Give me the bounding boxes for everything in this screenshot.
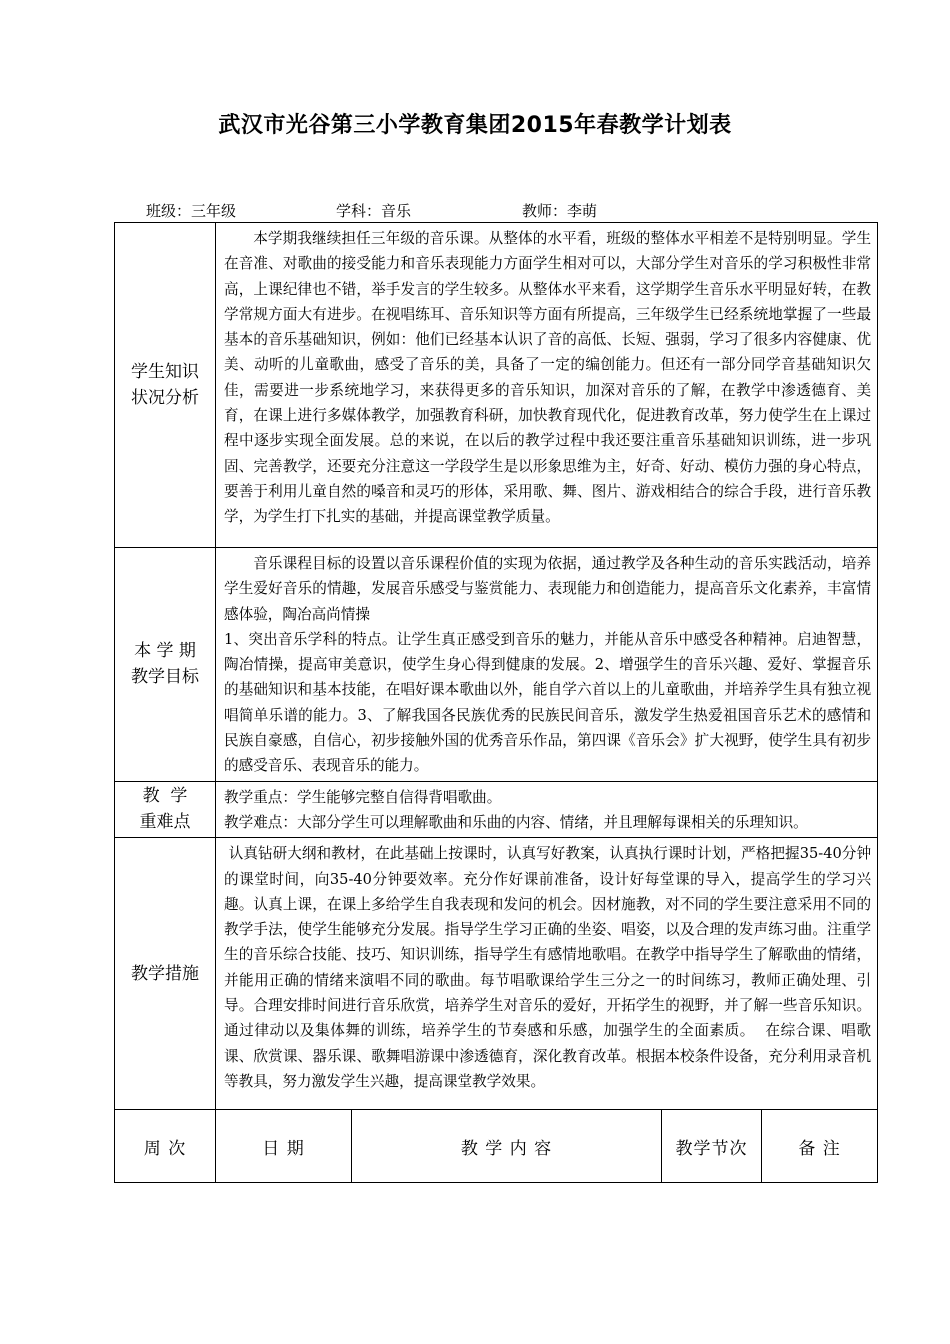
goals-intro: 音乐课程目标的设置以音乐课程价值的实现为依据，通过教学及各种生动的音乐实践活动，培养学生爱好音乐的情趣，发展音乐感受与鉴赏能力、表现能力和创造能力，提高音乐文化素养，丰富情感体验，陶冶高尚情操 (224, 555, 872, 623)
teaching-focus: 教学重点：学生能够完整自信得背唱歌曲。 (224, 788, 502, 806)
teacher-label: 教师：李萌 (522, 202, 598, 220)
goals-items: 1、突出音乐学科的特点。让学生真正感受到音乐的魅力，并能从音乐中感受各种精神。启迪智慧，陶冶情操，提高审美意识，使学生身心得到健康的发展。2、增强学生的音乐兴趣、爱好、掌握音乐的基础知识和基本技能，在唱好课本歌曲以外，能自学六首以上的儿童歌曲，并培养学生具有独立视唱简单乐谱的能力。3、了解我国各民族优秀的民族民间音乐，激发学生热爱祖国音乐艺术的感情和民族自豪感，自信心，初步接触外国的优秀音乐作品，第四课《音乐会》扩大视野，使学生具有初步的感受音乐、表现音乐的能力。 (224, 630, 872, 775)
analysis-label: 学生知识 状况分析 (115, 223, 216, 548)
analysis-text: 本学期我继续担任三年级的音乐课。从整体的水平看，班级的整体水平相差不是特别明显。学生在音准、对歌曲的接受能力和音乐表现能力方面学生相对可以，大部分学生对音乐的学习积极性非常高，上课纪律也不错，举手发言的学生较多。从整体水平来看，这学期学生音乐水平明显好转，在教学常规方面大有进步。在视唱练耳、音乐知识等方面有所提高，三年级学生已经系统地掌握了一些最基本的音乐基础知识，例如：他们已经基本认识了音的高低、长短、强弱，学习了很多内容健康、优美、动听的儿童歌曲，感受了音乐的美，具备了一定的编创能力。但还有一部分同学音基础知识欠佳，需要进一步系统地学习，来获得更多的音乐知识，加深对音乐的了解，在教学中渗透德育、美育，在课上进行多媒体教学，加强教育科研，加快教育现代化，促进教育改革，努力使学生在上课过程中逐步实现全面发展。总的来说，在以后的教学过程中我还要注重音乐基础知识训练，进一步巩固、完善教学，还要充分注意这一学段学生是以形象思维为主，好奇、好动、模仿力强的身心特点，要善于利用儿童自然的嗓音和灵巧的形体，采用歌、舞、图片、游戏相结合的综合手段，进行音乐教学，为学生打下扎实的基础，并提高课堂教学质量。 (216, 223, 878, 548)
measures-text: 认真钻研大纲和教材，在此基础上按课时，认真写好教案，认真执行课时计划，严格把握35-40分钟的课堂时间，向35-40分钟要效率。充分作好课前准备，设计好每堂课的导入，提高学生的学习兴趣。认真上课，在课上多给学生自我表现和发问的机会。因材施教，对不同的学生要注意采用不同的教学手法，使学生能够充分发展。指导学生学习正确的坐姿、唱姿，以及合理的发声练习曲。注重学生的音乐综合技能、技巧、知识训练，指导学生有感情地歌唱。在教学中指导学生了解歌曲的情绪，并能用正确的情绪来演唱不同的歌曲。每节唱歌课给学生三分之一的时间练习，教师正确处理、引导。合理安排时间进行音乐欣赏，培养学生对音乐的爱好，开拓学生的视野，并了解一些音乐知识。通过律动以及集体舞的训练，培养学生的节奏感和乐感，加强学生的全面素质。 在综合课、唱歌课、欣赏课、器乐课、歌舞唱游课中渗透德育，深化教育改革。根据本校条件设备，充分利用录音机等教具，努力激发学生兴趣，提高课堂教学效果。 (216, 838, 878, 1110)
schedule-header-row (115, 1110, 878, 1183)
measures-row (115, 838, 878, 1110)
goals-cell (216, 548, 878, 782)
teaching-difficulty: 教学难点：大部分学生可以理解歌曲和乐曲的内容、情绪，并且理解每课相关的乐理知识。 (224, 813, 808, 831)
subject-label: 学科：音乐 (336, 202, 412, 220)
date-header: 日 期 (216, 1110, 352, 1183)
goals-row (115, 548, 878, 782)
keypoints-cell (216, 781, 878, 838)
measures-label: 教学措施 (115, 838, 216, 1110)
plan-meta (146, 200, 846, 222)
periods-header: 教学节次 (662, 1110, 762, 1183)
week-header: 周 次 (115, 1110, 216, 1183)
content-header: 教 学 内 容 (352, 1110, 662, 1183)
goals-label: 本 学 期 教学目标 (115, 548, 216, 782)
keypoints-label: 教 学 重难点 (115, 781, 216, 838)
plan-table (114, 222, 878, 1183)
keypoints-row (115, 781, 878, 838)
class-label: 班级：三年级 (146, 202, 237, 220)
analysis-row (115, 223, 878, 548)
page-title: 武汉市光谷第三小学教育集团2015年春教学计划表 (218, 113, 732, 138)
remarks-header: 备 注 (762, 1110, 878, 1183)
